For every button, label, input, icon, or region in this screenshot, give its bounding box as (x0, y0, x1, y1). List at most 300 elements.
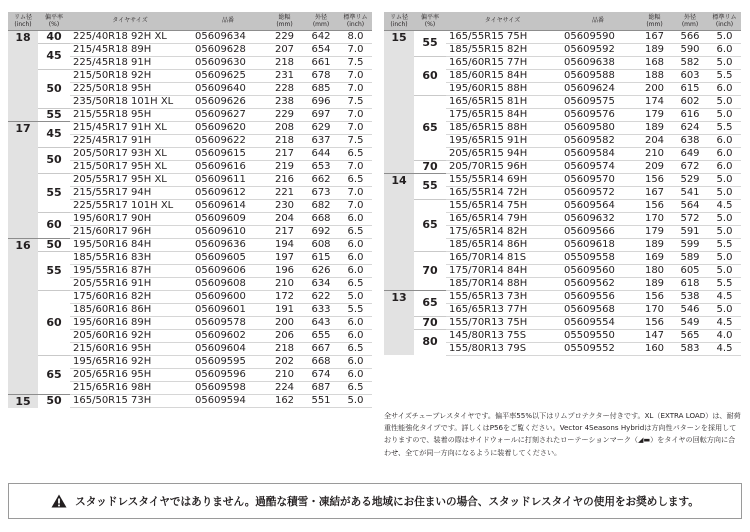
standard-rim-cell: 5.0 (708, 56, 741, 69)
table-row (8, 43, 372, 56)
outer-diameter-cell: 603 (672, 69, 708, 82)
product-code-cell: 05609596 (190, 368, 266, 381)
section-width-cell: 216 (266, 173, 303, 186)
standard-rim-cell: 5.0 (708, 264, 741, 277)
outer-diameter-cell: 616 (672, 108, 708, 121)
section-width-cell: 169 (637, 251, 672, 264)
outer-diameter-cell: 674 (303, 368, 339, 381)
tire-size-cell: 195/60R15 88H (446, 82, 559, 95)
table-row (8, 30, 372, 43)
standard-rim-cell: 6.5 (339, 381, 372, 394)
standard-rim-cell: 7.5 (339, 134, 372, 147)
section-width-cell: 230 (266, 199, 303, 212)
table-header-row (8, 12, 372, 30)
standard-rim-cell: 5.0 (708, 173, 741, 186)
product-code-cell: 05609601 (190, 303, 266, 316)
outer-diameter-cell: 643 (303, 316, 339, 329)
aspect-ratio-cell: 55 (414, 173, 446, 199)
standard-rim-cell: 8.0 (339, 30, 372, 43)
standard-rim-cell: 5.0 (708, 251, 741, 264)
header-width: 総幅 (mm) (266, 12, 303, 30)
warning-text: スタッドレスタイヤではありません。過酷な積雪・凍結がある地域にお住まいの場合、スタッドレスタイヤの使用をお奨めします。 (75, 495, 699, 508)
product-code-cell: 05609554 (559, 316, 637, 329)
standard-rim-cell: 7.5 (339, 56, 372, 69)
table-row (8, 121, 372, 134)
standard-rim-cell: 6.0 (708, 43, 741, 56)
section-width-cell: 219 (266, 160, 303, 173)
product-code-cell: 05609602 (190, 329, 266, 342)
product-code-cell: 05609630 (190, 56, 266, 69)
tire-size-cell: 195/65R16 92H (70, 355, 190, 368)
product-code-cell: 05609609 (190, 212, 266, 225)
product-code-cell: 05609604 (190, 342, 266, 355)
rim-diameter-cell: 15 (384, 30, 414, 173)
tire-size-cell: 215/60R17 96H (70, 225, 190, 238)
standard-rim-cell: 6.0 (708, 160, 741, 173)
aspect-ratio-cell: 70 (414, 251, 446, 290)
tire-size-cell: 195/50R16 84H (70, 238, 190, 251)
standard-rim-cell: 6.5 (339, 342, 372, 355)
table-row (384, 199, 741, 212)
header-size: タイヤサイズ (70, 12, 190, 30)
outer-diameter-cell: 590 (672, 43, 708, 56)
rim-diameter-cell: 15 (8, 394, 38, 408)
tire-size-cell: 165/55R15 75H (446, 30, 559, 43)
tire-size-cell: 185/60R15 84H (446, 69, 559, 82)
standard-rim-cell: 5.0 (708, 30, 741, 43)
section-width-cell: 147 (637, 329, 672, 342)
standard-rim-cell: 6.0 (708, 134, 741, 147)
product-code-cell: 05609622 (190, 134, 266, 147)
standard-rim-cell: 6.5 (339, 147, 372, 160)
section-width-cell: 202 (266, 355, 303, 368)
section-width-cell: 228 (266, 82, 303, 95)
tire-size-cell: 165/65R15 81H (446, 95, 559, 108)
standard-rim-cell: 4.5 (708, 199, 741, 212)
outer-diameter-cell: 685 (303, 82, 339, 95)
section-width-cell: 168 (637, 56, 672, 69)
outer-diameter-cell: 638 (672, 134, 708, 147)
tire-size-cell: 175/65R14 82H (446, 225, 559, 238)
tire-size-cell: 215/45R18 89H (70, 43, 190, 56)
standard-rim-cell: 5.0 (708, 108, 741, 121)
outer-diameter-cell: 682 (303, 199, 339, 212)
product-code-cell: 05609626 (190, 95, 266, 108)
standard-rim-cell: 5.5 (708, 238, 741, 251)
aspect-ratio-cell: 70 (414, 160, 446, 173)
section-width-cell: 197 (266, 251, 303, 264)
section-width-cell: 162 (266, 394, 303, 408)
product-code-cell: 05609584 (559, 147, 637, 160)
product-code-cell: 05609562 (559, 277, 637, 290)
outer-diameter-cell: 644 (303, 147, 339, 160)
outer-diameter-cell: 661 (303, 56, 339, 69)
header-rim: リム径 (inch) (384, 12, 414, 30)
product-code-cell: 05609564 (559, 199, 637, 212)
section-width-cell: 218 (266, 342, 303, 355)
tire-size-cell: 205/65R16 95H (70, 368, 190, 381)
section-width-cell: 217 (266, 225, 303, 238)
product-code-cell: 05609628 (190, 43, 266, 56)
section-width-cell: 170 (637, 303, 672, 316)
product-code-cell: 05609625 (190, 69, 266, 82)
section-width-cell: 221 (266, 186, 303, 199)
header-std-rim: 標準リム (inch) (339, 12, 372, 30)
tire-size-cell: 205/55R16 91H (70, 277, 190, 290)
warning-banner (8, 483, 742, 519)
outer-diameter-cell: 589 (672, 251, 708, 264)
aspect-ratio-cell: 60 (414, 56, 446, 95)
outer-diameter-cell: 634 (303, 277, 339, 290)
product-code-cell: 05609560 (559, 264, 637, 277)
tire-size-cell: 155/80R13 79S (446, 342, 559, 355)
standard-rim-cell: 7.0 (339, 43, 372, 56)
tire-size-table-right (384, 12, 741, 356)
tire-size-cell: 195/65R15 91H (446, 134, 559, 147)
tire-size-cell: 205/65R15 94H (446, 147, 559, 160)
aspect-ratio-cell: 65 (414, 95, 446, 160)
header-aspect: 偏平率 (%) (414, 12, 446, 30)
standard-rim-cell: 4.0 (708, 329, 741, 342)
standard-rim-cell: 5.0 (708, 212, 741, 225)
aspect-ratio-cell: 65 (38, 355, 70, 394)
header-rim: リム径 (inch) (8, 12, 38, 30)
product-code-cell: 05609572 (559, 186, 637, 199)
section-width-cell: 196 (266, 264, 303, 277)
standard-rim-cell: 5.0 (708, 225, 741, 238)
standard-rim-cell: 6.0 (339, 316, 372, 329)
section-width-cell: 200 (266, 316, 303, 329)
tire-size-cell: 235/50R18 101H XL (70, 95, 190, 108)
header-code: 品番 (190, 12, 266, 30)
table-row (8, 108, 372, 121)
tire-size-cell: 215/55R18 95H (70, 108, 190, 121)
product-code-cell: 05609580 (559, 121, 637, 134)
product-code-cell: 05609568 (559, 303, 637, 316)
section-width-cell: 156 (637, 199, 672, 212)
product-code-cell: 05609627 (190, 108, 266, 121)
section-width-cell: 207 (266, 43, 303, 56)
section-width-cell: 160 (637, 342, 672, 355)
rim-diameter-cell: 13 (384, 290, 414, 355)
product-code-cell: 05609612 (190, 186, 266, 199)
tire-size-cell: 225/45R17 91H (70, 134, 190, 147)
product-code-cell: 05609592 (559, 43, 637, 56)
aspect-ratio-cell: 55 (38, 173, 70, 212)
section-width-cell: 188 (637, 69, 672, 82)
tire-size-cell: 175/65R15 84H (446, 108, 559, 121)
standard-rim-cell: 7.0 (339, 82, 372, 95)
section-width-cell: 172 (266, 290, 303, 303)
product-code-cell: 05609578 (190, 316, 266, 329)
outer-diameter-cell: 602 (672, 95, 708, 108)
section-width-cell: 167 (637, 186, 672, 199)
section-width-cell: 210 (637, 147, 672, 160)
outer-diameter-cell: 668 (303, 355, 339, 368)
table-row (384, 30, 741, 43)
aspect-ratio-cell: 50 (38, 69, 70, 108)
product-code-cell: 05609608 (190, 277, 266, 290)
standard-rim-cell: 7.0 (339, 69, 372, 82)
standard-rim-cell: 6.0 (708, 82, 741, 95)
product-code-cell: 05609632 (559, 212, 637, 225)
tire-size-cell: 165/65R14 79H (446, 212, 559, 225)
product-code-cell: 05609575 (559, 95, 637, 108)
product-code-cell: 05609634 (190, 30, 266, 43)
product-code-cell: 05609574 (559, 160, 637, 173)
section-width-cell: 156 (637, 316, 672, 329)
aspect-ratio-cell: 60 (38, 290, 70, 355)
tire-size-cell: 225/45R18 91H (70, 56, 190, 69)
product-code-cell: 05609611 (190, 173, 266, 186)
product-code-cell: 05609638 (559, 56, 637, 69)
table-row (8, 173, 372, 186)
rim-diameter-cell: 17 (8, 121, 38, 238)
section-width-cell: 231 (266, 69, 303, 82)
aspect-ratio-cell: 55 (422, 36, 438, 49)
section-width-cell: 194 (266, 238, 303, 251)
standard-rim-cell: 5.0 (708, 186, 741, 199)
standard-rim-cell: 5.0 (708, 95, 741, 108)
warning-icon (51, 494, 67, 508)
outer-diameter-cell: 583 (672, 342, 708, 355)
standard-rim-cell: 6.0 (339, 238, 372, 251)
section-width-cell: 189 (637, 43, 672, 56)
header-od: 外径 (mm) (672, 12, 708, 30)
standard-rim-cell: 6.0 (708, 147, 741, 160)
standard-rim-cell: 6.0 (339, 368, 372, 381)
section-width-cell: 218 (266, 134, 303, 147)
section-width-cell: 156 (637, 290, 672, 303)
outer-diameter-cell: 541 (672, 186, 708, 199)
outer-diameter-cell: 692 (303, 225, 339, 238)
tire-size-cell: 215/50R17 95H XL (70, 160, 190, 173)
tire-size-cell: 195/60R17 90H (70, 212, 190, 225)
outer-diameter-cell: 538 (672, 290, 708, 303)
aspect-ratio-cell: 45 (38, 43, 70, 69)
section-width-cell: 174 (637, 95, 672, 108)
header-od: 外径 (mm) (303, 12, 339, 30)
standard-rim-cell: 6.5 (339, 277, 372, 290)
rim-diameter-cell: 16 (8, 238, 38, 394)
outer-diameter-cell: 672 (672, 160, 708, 173)
outer-diameter-cell: 615 (303, 251, 339, 264)
section-width-cell: 180 (637, 264, 672, 277)
product-code-cell: 05609595 (190, 355, 266, 368)
product-code-cell: 05609610 (190, 225, 266, 238)
header-size: タイヤサイズ (446, 12, 559, 30)
product-code-cell: 05609615 (190, 147, 266, 160)
section-width-cell: 208 (266, 121, 303, 134)
product-code-cell: 05609576 (559, 108, 637, 121)
table-row (8, 290, 372, 303)
aspect-ratio-cell: 50 (38, 238, 70, 251)
section-width-cell: 210 (266, 277, 303, 290)
aspect-ratio-cell: 60 (38, 212, 70, 238)
outer-diameter-cell: 654 (303, 43, 339, 56)
table-row (8, 212, 372, 225)
table-row (384, 95, 741, 108)
outer-diameter-cell: 566 (672, 30, 708, 43)
section-width-cell: 179 (637, 225, 672, 238)
product-code-cell: 05609590 (559, 30, 637, 43)
product-code-cell: 05609616 (190, 160, 266, 173)
aspect-ratio-cell: 65 (414, 290, 446, 316)
tire-size-cell: 145/80R13 75S (446, 329, 559, 342)
outer-diameter-cell: 653 (303, 160, 339, 173)
table-row (384, 290, 741, 303)
standard-rim-cell: 5.0 (708, 303, 741, 316)
tire-size-cell: 215/60R16 95H (70, 342, 190, 355)
tire-size-cell: 185/70R14 88H (446, 277, 559, 290)
section-width-cell: 229 (266, 108, 303, 121)
tire-size-cell: 205/60R16 92H (70, 329, 190, 342)
section-width-cell: 189 (637, 238, 672, 251)
standard-rim-cell: 5.5 (708, 277, 741, 290)
section-width-cell: 179 (637, 108, 672, 121)
product-code-cell: 05609640 (190, 82, 266, 95)
product-code-cell: 05609606 (190, 264, 266, 277)
outer-diameter-cell: 564 (672, 199, 708, 212)
product-code-cell: 05609624 (559, 82, 637, 95)
table-row (8, 147, 372, 160)
outer-diameter-cell: 667 (303, 342, 339, 355)
tire-size-cell: 165/70R14 81S (446, 251, 559, 264)
tire-size-cell: 195/60R16 89H (70, 316, 190, 329)
outer-diameter-cell: 549 (672, 316, 708, 329)
section-width-cell: 167 (637, 30, 672, 43)
aspect-ratio-cell: 80 (414, 329, 446, 355)
section-width-cell: 210 (266, 368, 303, 381)
tire-size-cell: 205/70R15 96H (446, 160, 559, 173)
section-width-cell: 189 (637, 277, 672, 290)
standard-rim-cell: 5.0 (339, 290, 372, 303)
standard-rim-cell: 4.5 (708, 316, 741, 329)
tire-size-cell: 155/70R13 75H (446, 316, 559, 329)
outer-diameter-cell: 678 (303, 69, 339, 82)
outer-diameter-cell: 551 (303, 394, 339, 408)
standard-rim-cell: 7.0 (339, 186, 372, 199)
section-width-cell: 224 (266, 381, 303, 394)
section-width-cell: 200 (637, 82, 672, 95)
outer-diameter-cell: 655 (303, 329, 339, 342)
product-code-cell: 05609636 (190, 238, 266, 251)
table-row (8, 69, 372, 82)
standard-rim-cell: 6.5 (339, 225, 372, 238)
section-width-cell: 191 (266, 303, 303, 316)
outer-diameter-cell: 605 (672, 264, 708, 277)
outer-diameter-cell: 565 (672, 329, 708, 342)
standard-rim-cell: 6.0 (339, 212, 372, 225)
aspect-ratio-cell: 55 (38, 251, 70, 290)
product-code-cell: 05509558 (559, 251, 637, 264)
tire-size-cell: 215/45R17 91H XL (70, 121, 190, 134)
tire-size-cell: 165/65R13 77H (446, 303, 559, 316)
header-width: 総幅 (mm) (637, 12, 672, 30)
outer-diameter-cell: 529 (672, 173, 708, 186)
section-width-cell: 204 (637, 134, 672, 147)
product-code-cell: 05609556 (559, 290, 637, 303)
standard-rim-cell: 5.5 (708, 121, 741, 134)
table-row (384, 329, 741, 342)
product-code-cell: 05609618 (559, 238, 637, 251)
outer-diameter-cell: 662 (303, 173, 339, 186)
tire-size-cell: 215/50R18 92H (70, 69, 190, 82)
standard-rim-cell: 5.5 (339, 303, 372, 316)
tire-size-cell: 195/55R16 87H (70, 264, 190, 277)
product-code-cell: 05609614 (190, 199, 266, 212)
aspect-ratio-cell: 50 (38, 394, 70, 408)
outer-diameter-cell: 687 (303, 381, 339, 394)
standard-rim-cell: 7.0 (339, 160, 372, 173)
table-row (8, 355, 372, 368)
header-aspect: 偏平率 (%) (38, 12, 70, 30)
outer-diameter-cell: 697 (303, 108, 339, 121)
table-notes: 全サイズチューブレスタイヤです。偏平率55%以下はリムプロテクター付きです。XL（EXTRA LOAD）は、耐荷重性能強化タイプです。詳しくはP56をご覧ください。Vector 4Seasons Hybridは方向性パターンを採用しておりますので、装着の際はサイドウォールに打刻されたローテーションマーク（◢▬）をタイヤの回転方向に合わせ、全てが同一方向になるように装着してください。 (384, 411, 741, 457)
standard-rim-cell: 7.0 (339, 199, 372, 212)
table-row (8, 238, 372, 251)
section-width-cell: 206 (266, 329, 303, 342)
aspect-ratio-cell: 50 (38, 147, 70, 173)
tire-size-cell: 165/60R15 77H (446, 56, 559, 69)
section-width-cell: 204 (266, 212, 303, 225)
standard-rim-cell: 4.5 (708, 290, 741, 303)
table-row (384, 173, 741, 186)
section-width-cell: 170 (637, 212, 672, 225)
tire-size-cell: 215/65R16 98H (70, 381, 190, 394)
tire-size-cell: 225/50R18 95H (70, 82, 190, 95)
table-header-row (384, 12, 741, 30)
section-width-cell: 229 (266, 30, 303, 43)
tire-size-cell: 225/40R18 92H XL (70, 30, 190, 43)
tire-size-cell: 155/65R14 75H (446, 199, 559, 212)
outer-diameter-cell: 572 (672, 212, 708, 225)
outer-diameter-cell: 591 (672, 225, 708, 238)
standard-rim-cell: 6.0 (339, 329, 372, 342)
table-row (8, 394, 372, 408)
rim-diameter-cell: 18 (8, 30, 38, 121)
tire-size-cell: 155/65R13 73H (446, 290, 559, 303)
outer-diameter-cell: 608 (303, 238, 339, 251)
aspect-ratio-cell: 70 (414, 316, 446, 329)
table-row (384, 56, 741, 69)
header-code: 品番 (559, 12, 637, 30)
tire-size-cell: 155/55R14 69H (446, 173, 559, 186)
table-row (8, 251, 372, 264)
section-width-cell: 156 (637, 173, 672, 186)
outer-diameter-cell: 668 (303, 212, 339, 225)
standard-rim-cell: 6.5 (339, 173, 372, 186)
standard-rim-cell: 7.0 (339, 121, 372, 134)
product-code-cell: 05509552 (559, 342, 637, 355)
standard-rim-cell: 7.5 (339, 95, 372, 108)
outer-diameter-cell: 642 (303, 30, 339, 43)
tire-size-cell: 185/55R16 83H (70, 251, 190, 264)
tire-size-cell: 215/55R17 94H (70, 186, 190, 199)
outer-diameter-cell: 599 (672, 238, 708, 251)
aspect-ratio-cell: 55 (38, 108, 70, 121)
outer-diameter-cell: 633 (303, 303, 339, 316)
header-std-rim: 標準リム (inch) (708, 12, 741, 30)
standard-rim-cell: 4.5 (708, 342, 741, 355)
rim-diameter-cell: 14 (384, 173, 414, 290)
tire-size-cell: 225/55R17 101H XL (70, 199, 190, 212)
tire-size-cell: 175/70R14 84H (446, 264, 559, 277)
outer-diameter-cell: 618 (672, 277, 708, 290)
product-code-cell: 05609570 (559, 173, 637, 186)
outer-diameter-cell: 637 (303, 134, 339, 147)
tire-size-cell: 185/60R16 86H (70, 303, 190, 316)
